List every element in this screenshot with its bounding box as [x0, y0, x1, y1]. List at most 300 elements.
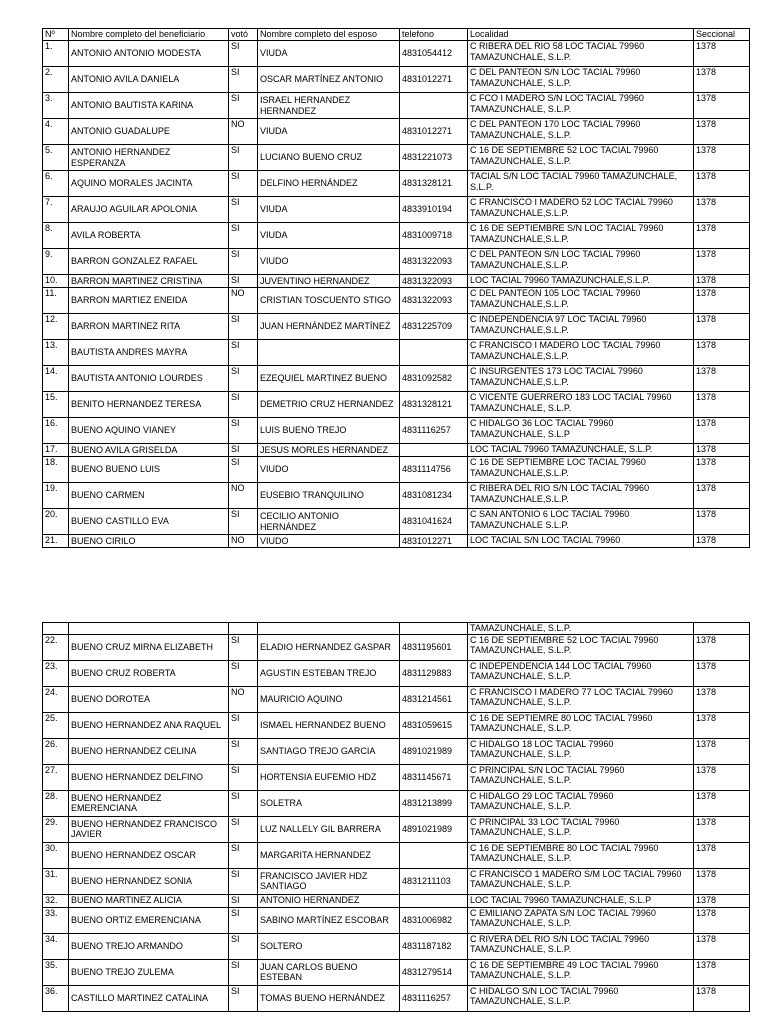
locality: C HIDALGO S/N LOC TACIAL 79960 TAMAZUNCHALE, S.L.P. — [468, 985, 694, 1011]
phone-number: 4833910194 — [400, 197, 468, 223]
section-number: 1378 — [694, 223, 750, 249]
beneficiary-name: CASTILLO MARTINEZ CATALINA — [69, 985, 229, 1011]
table-row — [43, 145, 750, 171]
row-number: 1. — [43, 41, 69, 67]
phone-number: 4831322093 — [400, 275, 468, 288]
section-number: 1378 — [694, 816, 750, 842]
voted-status: SI — [229, 223, 258, 249]
locality: C RIVERA DEL RIO S/N LOC TACIAL 79960 TAMAZUNCHALE, S.L.P. — [468, 933, 694, 959]
table-header-row — [43, 29, 750, 41]
row-number: 18. — [43, 457, 69, 483]
locality: LOC TACIAL 79960 TAMAZUNCHALE, S.L.P. — [468, 444, 694, 457]
table-row — [43, 171, 750, 197]
voted-status: SI — [229, 894, 258, 907]
spouse-name: MARGARITA HERNANDEZ — [258, 842, 400, 868]
voted-status: SI — [229, 340, 258, 366]
phone-number — [400, 842, 468, 868]
voted-status: SI — [229, 712, 258, 738]
table-row — [43, 712, 750, 738]
phone-number: 4891021989 — [400, 816, 468, 842]
header-phone: telefono — [400, 29, 468, 41]
section-number: 1378 — [694, 660, 750, 686]
table-row — [43, 67, 750, 93]
locality: C 16 DE SEPTIEMBRE 52 LOC TACIAL 79960 TAMAZUNCHALE, S.L.P. — [468, 145, 694, 171]
table-row — [43, 197, 750, 223]
phone-number: 4831092582 — [400, 366, 468, 392]
voted-status: SI — [229, 660, 258, 686]
voted-status: SI — [229, 907, 258, 933]
spouse-name: VIUDO — [258, 457, 400, 483]
table-row — [43, 288, 750, 314]
row-number: 3. — [43, 93, 69, 119]
row-number: 13. — [43, 340, 69, 366]
spouse-name: EZEQUIEL MARTINEZ BUENO — [258, 366, 400, 392]
section-number: 1378 — [694, 288, 750, 314]
table-row — [43, 842, 750, 868]
phone-number: 4831195601 — [400, 634, 468, 660]
locality: C RIBERA DEL RIO S/N LOC TACIAL 79960 TAMAZUNCHALE,S.L.P. — [468, 483, 694, 509]
locality: C HIDALGO 18 LOC TACIAL 79960 TAMAZUNCHALE, S.L.P. — [468, 738, 694, 764]
locality: LOC TACIAL S/N LOC TACIAL 79960 — [468, 535, 694, 548]
section-number: 1378 — [694, 907, 750, 933]
locality: C INSURGENTES 173 LOC TACIAL 79960 TAMAZUNCHALE,S.L.P. — [468, 366, 694, 392]
locality: C 16 DE SEPTIEMBRE 49 LOC TACIAL 79960 TAMAZUNCHALE, S.L.P. — [468, 959, 694, 985]
locality: C INDEPENDENCIA 97 LOC TACIAL 79960 TAMAZUNCHALE,S.L.P. — [468, 314, 694, 340]
beneficiary-name: ARAUJO AGUILAR APOLONIA — [69, 197, 229, 223]
section-number: 1378 — [694, 366, 750, 392]
voted-status: SI — [229, 816, 258, 842]
table-body-page-1 — [43, 41, 750, 548]
spouse-name — [258, 340, 400, 366]
table-row — [43, 959, 750, 985]
locality: C 16 DE SEPTIEMBRE 80 LOC TACIAL 79960 TAMAZUNCHALE, S.L.P. — [468, 842, 694, 868]
phone-number: 4831116257 — [400, 985, 468, 1011]
beneficiary-name: BAUTISTA ANTONIO LOURDES — [69, 366, 229, 392]
beneficiary-name: BARRON GONZALEZ RAFAEL — [69, 249, 229, 275]
beneficiary-name: BARRON MARTIEZ ENEIDA — [69, 288, 229, 314]
table-row — [43, 366, 750, 392]
beneficiary-name: BUENO CARMEN — [69, 483, 229, 509]
voted-status: NO — [229, 288, 258, 314]
table-row — [43, 418, 750, 444]
section-number: 1378 — [694, 686, 750, 712]
section-number: 1378 — [694, 535, 750, 548]
table-row — [43, 249, 750, 275]
locality: C DEL PANTEON 105 LOC TACIAL 79960 TAMAZUNCHALE,S.L.P. — [468, 288, 694, 314]
spouse-name: VIUDO — [258, 535, 400, 548]
spouse-name: CECILIO ANTONIO HERNÁNDEZ — [258, 509, 400, 535]
section-number: 1378 — [694, 959, 750, 985]
spouse-name: JESUS MORLES HERNANDEZ — [258, 444, 400, 457]
voted-status: SI — [229, 171, 258, 197]
spouse-name: MAURICIO AQUINO — [258, 686, 400, 712]
beneficiary-name: BAUTISTA ANDRES MAYRA — [69, 340, 229, 366]
table-row — [43, 275, 750, 288]
row-number: 27. — [43, 764, 69, 790]
table-row — [43, 535, 750, 548]
beneficiary-name: BUENO HERNANDEZ DELFINO — [69, 764, 229, 790]
beneficiary-name: BENITO HERNANDEZ TERESA — [69, 392, 229, 418]
header-number: Nº — [43, 29, 69, 41]
spouse-name: JUVENTINO HERNANDEZ — [258, 275, 400, 288]
beneficiary-table-page-1 — [42, 28, 750, 548]
spouse-name: ELADIO HERNANDEZ GASPAR — [258, 634, 400, 660]
row-number: 16. — [43, 418, 69, 444]
locality: C RIBERA DEL RIO 58 LOC TACIAL 79960 TAMAZUNCHALE, S.L.P. — [468, 41, 694, 67]
spouse-name: JUAN CARLOS BUENO ESTEBAN — [258, 959, 400, 985]
row-number: 8. — [43, 223, 69, 249]
locality: C 16 DE SEPTIEMBRE LOC TACIAL 79960 TAMAZUNCHALE,S.L.P. — [468, 457, 694, 483]
voted-status: SI — [229, 41, 258, 67]
row-number: 7. — [43, 197, 69, 223]
phone-number: 4831012271 — [400, 119, 468, 145]
beneficiary-name: AQUINO MORALES JACINTA — [69, 171, 229, 197]
row-number: 6. — [43, 171, 69, 197]
section-number: 1378 — [694, 314, 750, 340]
beneficiary-name: BUENO CASTILLO EVA — [69, 509, 229, 535]
continued-locality: TAMAZUNCHALE, S.L.P. — [468, 623, 694, 635]
locality: C VICENTE GUERRERO 183 LOC TACIAL 79960 TAMAZUNCHALE, S.L.P. — [468, 392, 694, 418]
section-number: 1378 — [694, 145, 750, 171]
row-number: 15. — [43, 392, 69, 418]
beneficiary-name: BUENO BUENO LUIS — [69, 457, 229, 483]
spouse-name: SANTIAGO TREJO GARCIA — [258, 738, 400, 764]
voted-status: SI — [229, 392, 258, 418]
header-voted: votó — [229, 29, 258, 41]
beneficiary-name: BUENO HERNANDEZ EMERENCIANA — [69, 790, 229, 816]
phone-number: 4831328121 — [400, 171, 468, 197]
voted-status: SI — [229, 738, 258, 764]
section-number: 1378 — [694, 868, 750, 894]
section-number: 1378 — [694, 119, 750, 145]
section-number: 1378 — [694, 444, 750, 457]
phone-number: 4831059615 — [400, 712, 468, 738]
locality: LOC TACIAL 79960 TAMAZUNCHALE, S.L.P — [468, 894, 694, 907]
spouse-name: JUAN HERNÁNDEZ MARTÍNEZ — [258, 314, 400, 340]
row-number: 33. — [43, 907, 69, 933]
phone-number: 4831211103 — [400, 868, 468, 894]
table-row — [43, 907, 750, 933]
voted-status: SI — [229, 197, 258, 223]
section-number: 1378 — [694, 712, 750, 738]
table-row — [43, 686, 750, 712]
locality: C FRANCISCO 1 MADERO S/M LOC TACIAL 79960 TAMAZUNCHALE, S.L.P. — [468, 868, 694, 894]
spouse-name: OSCAR MARTÍNEZ ANTONIO — [258, 67, 400, 93]
row-number: 10. — [43, 275, 69, 288]
phone-number: 4831145671 — [400, 764, 468, 790]
voted-status: SI — [229, 314, 258, 340]
table-row — [43, 509, 750, 535]
table-row — [43, 660, 750, 686]
table-row — [43, 41, 750, 67]
voted-status: SI — [229, 418, 258, 444]
section-number: 1378 — [694, 392, 750, 418]
section-number: 1378 — [694, 41, 750, 67]
header-locality: Localidad — [468, 29, 694, 41]
row-number: 36. — [43, 985, 69, 1011]
beneficiary-name: ANTONIO GUADALUPE — [69, 119, 229, 145]
voted-status: SI — [229, 457, 258, 483]
beneficiary-name: BUENO HERNANDEZ ANA RAQUEL — [69, 712, 229, 738]
beneficiary-name: BUENO TREJO ARMANDO — [69, 933, 229, 959]
section-number: 1378 — [694, 457, 750, 483]
row-number: 29. — [43, 816, 69, 842]
phone-number: 4831213899 — [400, 790, 468, 816]
row-number: 28. — [43, 790, 69, 816]
table-row — [43, 816, 750, 842]
voted-status: SI — [229, 959, 258, 985]
row-number: 19. — [43, 483, 69, 509]
phone-number: 4831129883 — [400, 660, 468, 686]
phone-number: 4831116257 — [400, 418, 468, 444]
beneficiary-name: BUENO CRUZ MIRNA ELIZABETH — [69, 634, 229, 660]
table-row — [43, 457, 750, 483]
section-number: 1378 — [694, 790, 750, 816]
section-number: 1378 — [694, 340, 750, 366]
spouse-name: ISRAEL HERNANDEZ HERNANDEZ — [258, 93, 400, 119]
phone-number: 4831322093 — [400, 288, 468, 314]
phone-number — [400, 894, 468, 907]
spouse-name: VIUDA — [258, 197, 400, 223]
voted-status: SI — [229, 145, 258, 171]
continuation-row — [43, 623, 750, 635]
beneficiary-name: ANTONIO BAUTISTA KARINA — [69, 93, 229, 119]
table-row — [43, 119, 750, 145]
section-number: 1378 — [694, 509, 750, 535]
table-row — [43, 764, 750, 790]
phone-number: 4831214561 — [400, 686, 468, 712]
section-number: 1378 — [694, 842, 750, 868]
table-row — [43, 790, 750, 816]
row-number: 35. — [43, 959, 69, 985]
beneficiary-name: BUENO HERNANDEZ SONIA — [69, 868, 229, 894]
voted-status: NO — [229, 483, 258, 509]
spouse-name: VIUDO — [258, 249, 400, 275]
locality: C SAN ANTONIO 6 LOC TACIAL 79960 TAMAZUNCHALE S.L.P. — [468, 509, 694, 535]
locality: C HIDALGO 36 LOC TACIAL 79960 TAMAZUNCHALE, S.L.P — [468, 418, 694, 444]
spouse-name: CRISTIAN TOSCUENTO STIGO — [258, 288, 400, 314]
table-row — [43, 738, 750, 764]
row-number: 31. — [43, 868, 69, 894]
voted-status: SI — [229, 790, 258, 816]
row-number: 25. — [43, 712, 69, 738]
section-number: 1378 — [694, 171, 750, 197]
section-number: 1378 — [694, 67, 750, 93]
row-number: 12. — [43, 314, 69, 340]
phone-number — [400, 93, 468, 119]
voted-status: SI — [229, 275, 258, 288]
voted-status: SI — [229, 933, 258, 959]
locality: C DEL PANTEON S/N LOC TACIAL 79960 TAMAZUNCHALE,S.L.P. — [468, 249, 694, 275]
phone-number: 4831054412 — [400, 41, 468, 67]
header-section: Seccional — [694, 29, 750, 41]
spouse-name: DEMETRIO CRUZ HERNANDEZ — [258, 392, 400, 418]
locality: C FRANCISCO I MADERO 77 LOC TACIAL 79960 TAMAZUNCHALE, S.L.P. — [468, 686, 694, 712]
beneficiary-name: BUENO CRUZ ROBERTA — [69, 660, 229, 686]
table-row — [43, 483, 750, 509]
table-row — [43, 634, 750, 660]
locality: C PRINCIPAL S/N LOC TACIAL 79960 TAMAZUNCHALE, S.L.P. — [468, 764, 694, 790]
spouse-name: HORTENSIA EUFEMIO HDZ — [258, 764, 400, 790]
row-number: 22. — [43, 634, 69, 660]
spouse-name: SABINO MARTÍNEZ ESCOBAR — [258, 907, 400, 933]
beneficiary-table-page-2 — [42, 622, 750, 1012]
row-number: 30. — [43, 842, 69, 868]
row-number: 9. — [43, 249, 69, 275]
phone-number: 4831006982 — [400, 907, 468, 933]
table-row — [43, 392, 750, 418]
phone-number: 4891021989 — [400, 738, 468, 764]
phone-number: 4831012271 — [400, 535, 468, 548]
phone-number: 4831221073 — [400, 145, 468, 171]
section-number: 1378 — [694, 764, 750, 790]
locality: C INDEPENDENCIA 144 LOC TACIAL 79960 TAMAZUNCHALE, S.L.P. — [468, 660, 694, 686]
table-row — [43, 314, 750, 340]
row-number: 34. — [43, 933, 69, 959]
row-number: 24. — [43, 686, 69, 712]
spouse-name: VIUDA — [258, 223, 400, 249]
phone-number: 4831328121 — [400, 392, 468, 418]
row-number: 17. — [43, 444, 69, 457]
beneficiary-name: BUENO DOROTEA — [69, 686, 229, 712]
voted-status: NO — [229, 535, 258, 548]
voted-status: SI — [229, 444, 258, 457]
table-row — [43, 985, 750, 1011]
row-number: 5. — [43, 145, 69, 171]
beneficiary-name: BARRON MARTINEZ CRISTINA — [69, 275, 229, 288]
section-number: 1378 — [694, 197, 750, 223]
voted-status: NO — [229, 686, 258, 712]
beneficiary-name: BUENO AVILA GRISELDA — [69, 444, 229, 457]
table-row — [43, 93, 750, 119]
voted-status: SI — [229, 764, 258, 790]
locality: C 16 DE SEPTIEMRE 80 LOC TACIAL 79960 TAMAZUNCHALE, S.L.P. — [468, 712, 694, 738]
spouse-name: EUSEBIO TRANQUILINO — [258, 483, 400, 509]
table-row — [43, 933, 750, 959]
section-number: 1378 — [694, 894, 750, 907]
locality: TACIAL S/N LOC TACIAL 79960 TAMAZUNCHALE, S.L.P. — [468, 171, 694, 197]
table-body-page-2 — [43, 623, 750, 1012]
locality: C 16 DE SEPTIEMBRE S/N LOC TACIAL 79960 TAMAZUNCHALE,S.L.P. — [468, 223, 694, 249]
locality: C 16 DE SEPTIEMBRE 52 LOC TACIAL 79960 TAMAZUNCHALE, S.L.P. — [468, 634, 694, 660]
beneficiary-name: ANTONIO HERNANDEZ ESPERANZA — [69, 145, 229, 171]
row-number: 23. — [43, 660, 69, 686]
phone-number — [400, 444, 468, 457]
locality: LOC TACIAL 79960 TAMAZUNCHALE,S.L.P. — [468, 275, 694, 288]
row-number: 14. — [43, 366, 69, 392]
spouse-name: VIUDA — [258, 41, 400, 67]
table-row — [43, 444, 750, 457]
beneficiary-name: BUENO HERNANDEZ OSCAR — [69, 842, 229, 868]
phone-number: 4831114756 — [400, 457, 468, 483]
spouse-name: LUZ NALLELY GIL BARRERA — [258, 816, 400, 842]
phone-number: 4831081234 — [400, 483, 468, 509]
table-row — [43, 868, 750, 894]
phone-number: 4831012271 — [400, 67, 468, 93]
section-number: 1378 — [694, 93, 750, 119]
spouse-name: ISMAEL HERNANDEZ BUENO — [258, 712, 400, 738]
section-number: 1378 — [694, 249, 750, 275]
row-number: 32. — [43, 894, 69, 907]
section-number: 1378 — [694, 275, 750, 288]
section-number: 1378 — [694, 483, 750, 509]
beneficiary-name: AVILA ROBERTA — [69, 223, 229, 249]
beneficiary-name: BUENO HERNANDEZ CELINA — [69, 738, 229, 764]
spouse-name: LUCIANO BUENO CRUZ — [258, 145, 400, 171]
table-row — [43, 894, 750, 907]
voted-status: NO — [229, 119, 258, 145]
row-number: 11. — [43, 288, 69, 314]
voted-status: SI — [229, 93, 258, 119]
phone-number — [400, 340, 468, 366]
beneficiary-name: BUENO MARTINEZ ALICIA — [69, 894, 229, 907]
beneficiary-name: BARRON MARTINEZ RITA — [69, 314, 229, 340]
phone-number: 4831225709 — [400, 314, 468, 340]
table-row — [43, 223, 750, 249]
phone-number: 4831187182 — [400, 933, 468, 959]
table-row — [43, 340, 750, 366]
voted-status: SI — [229, 634, 258, 660]
spouse-name: ANTONIO HERNANDEZ — [258, 894, 400, 907]
spouse-name: LUIS BUENO TREJO — [258, 418, 400, 444]
row-number: 20. — [43, 509, 69, 535]
beneficiary-name: BUENO TREJO ZULEMA — [69, 959, 229, 985]
voted-status: SI — [229, 842, 258, 868]
spouse-name: TOMAS BUENO HERNÁNDEZ — [258, 985, 400, 1011]
section-number: 1378 — [694, 738, 750, 764]
beneficiary-name: ANTONIO ANTONIO MODESTA — [69, 41, 229, 67]
locality: C FRANCISCO I MADERO 52 LOC TACIAL 79960 TAMAZUNCHALE,S.L.P. — [468, 197, 694, 223]
voted-status: SI — [229, 868, 258, 894]
section-number: 1378 — [694, 933, 750, 959]
voted-status: SI — [229, 249, 258, 275]
locality: C FCO I MADERO S/N LOC TACIAL 79960 TAMAZUNCHALE, S.L.P. — [468, 93, 694, 119]
phone-number: 4831279514 — [400, 959, 468, 985]
header-spouse: Nombre completo del esposo — [258, 29, 400, 41]
voted-status: SI — [229, 985, 258, 1011]
beneficiary-name: BUENO ORTIZ EMERENCIANA — [69, 907, 229, 933]
spouse-name: SOLETRA — [258, 790, 400, 816]
spouse-name: FRANCISCO JAVIER HDZ SANTIAGO — [258, 868, 400, 894]
row-number: 4. — [43, 119, 69, 145]
locality: C DEL PANTEON 170 LOC TACIAL 79960 TAMAZUNCHALE, S.L.P. — [468, 119, 694, 145]
row-number: 2. — [43, 67, 69, 93]
locality: C DEL PANTEON S/N LOC TACIAL 79960 TAMAZUNCHALE, S.L.P. — [468, 67, 694, 93]
voted-status: SI — [229, 366, 258, 392]
locality: C FRANCISCO I MADERO LOC TACIAL 79960 TAMAZUNCHALE,S.L.P. — [468, 340, 694, 366]
beneficiary-name: BUENO AQUINO VIANEY — [69, 418, 229, 444]
spouse-name: DELFINO HERNÁNDEZ — [258, 171, 400, 197]
row-number: 26. — [43, 738, 69, 764]
section-number: 1378 — [694, 634, 750, 660]
beneficiary-name: BUENO CIRILO — [69, 535, 229, 548]
locality: C HIDALGO 29 LOC TACIAL 79960 TAMAZUNCHALE, S.L.P. — [468, 790, 694, 816]
voted-status: SI — [229, 67, 258, 93]
spouse-name: AGUSTIN ESTEBAN TREJO — [258, 660, 400, 686]
beneficiary-name: ANTONIO AVILA DANIELA — [69, 67, 229, 93]
locality: C PRINCIPAL 33 LOC TACIAL 79960 TAMAZUNCHALE, S.L.P. — [468, 816, 694, 842]
beneficiary-name: BUENO HERNANDEZ FRANCISCO JAVIER — [69, 816, 229, 842]
spouse-name: VIUDA — [258, 119, 400, 145]
locality: C EMILIANO ZAPATA S/N LOC TACIAL 79960 TAMAZUNCHALE, S.L.P. — [468, 907, 694, 933]
phone-number: 4831009718 — [400, 223, 468, 249]
section-number: 1378 — [694, 418, 750, 444]
voted-status: SI — [229, 509, 258, 535]
header-beneficiary: Nombre completo del beneficiario — [69, 29, 229, 41]
phone-number: 4831041624 — [400, 509, 468, 535]
phone-number: 4831322093 — [400, 249, 468, 275]
section-number: 1378 — [694, 985, 750, 1011]
